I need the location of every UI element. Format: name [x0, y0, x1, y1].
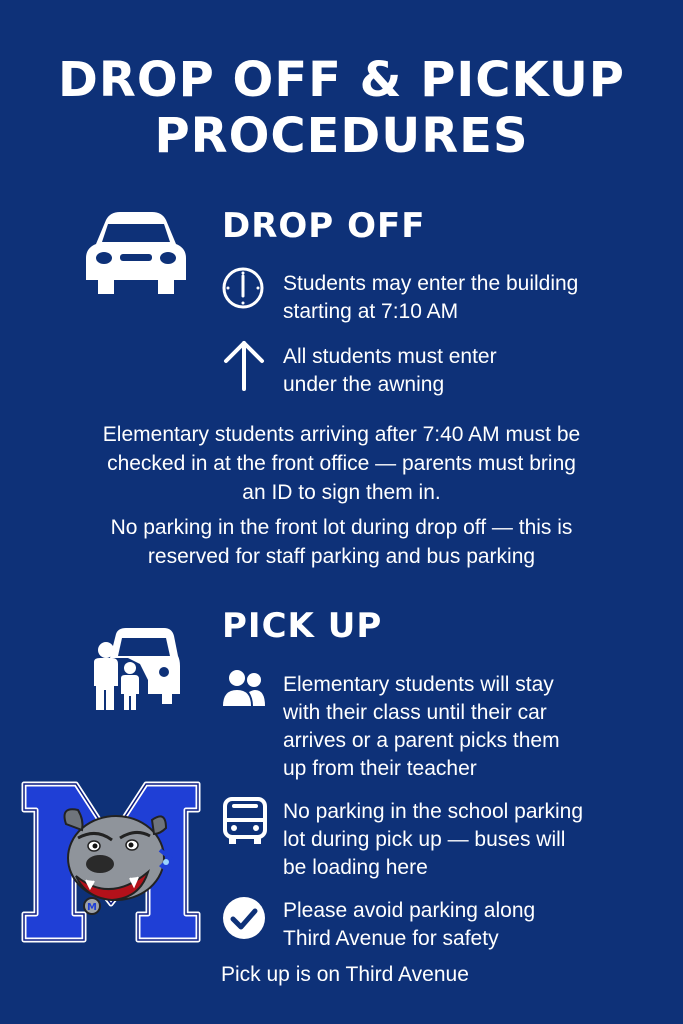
clock-icon [221, 266, 265, 310]
pick-up-item-1-line1: Elementary students will stay [283, 673, 554, 696]
people-icon [221, 666, 267, 710]
check-circle-icon [221, 895, 267, 941]
bulldog-mascot-logo [20, 780, 202, 944]
logo-tag-letter: M [87, 902, 97, 913]
car-icon [84, 210, 188, 296]
pick-up-item-3 [283, 897, 535, 953]
pick-up-item-2-line3: be loading here [283, 856, 428, 879]
pickup-location-note: Pick up is on Third Avenue [221, 963, 469, 986]
pick-up-item-1-line4: up from their teacher [283, 757, 477, 780]
family-car-icon [88, 624, 182, 712]
arrow-up-icon [222, 339, 266, 391]
page-title [0, 52, 683, 164]
pick-up-item-2-line2: lot during pick up — buses will [283, 828, 566, 851]
pick-up-heading: PICK UP [222, 606, 383, 646]
pick-up-item-3-line1: Please avoid parking along [283, 899, 536, 922]
drop-off-item-2-line1: All students must enter [283, 345, 497, 368]
late-arrival-line1: Elementary students arriving after 7:40 AM must be [102, 423, 581, 446]
late-arrival-line3: an ID to sign them in. [242, 481, 441, 504]
drop-off-item-1-line2: starting at 7:10 AM [283, 300, 459, 323]
drop-off-item-2-line2: under the awning [283, 373, 445, 396]
bus-icon [222, 796, 268, 846]
front-lot-note [40, 513, 643, 571]
pick-up-item-2 [283, 798, 583, 882]
pick-up-item-1 [283, 671, 560, 783]
drop-off-item-1-line1: Students may enter the building [283, 272, 579, 295]
pick-up-item-3-line2: Third Avenue for safety [283, 927, 499, 950]
late-arrival-note [40, 420, 643, 507]
title-line-2: PROCEDURES [154, 108, 529, 164]
drop-off-heading: DROP OFF [222, 206, 426, 246]
pick-up-item-2-line1: No parking in the school parking [283, 800, 584, 823]
front-lot-line2: reserved for staff parking and bus parking [147, 545, 536, 568]
front-lot-line1: No parking in the front lot during drop off — this is [110, 516, 573, 539]
pick-up-item-1-line2: with their class until their car [283, 701, 547, 724]
drop-off-item-2 [283, 343, 497, 399]
drop-off-item-1 [283, 270, 578, 326]
title-line-1: DROP OFF & PICKUP [58, 52, 625, 108]
pick-up-item-1-line3: arrives or a parent picks them [283, 729, 560, 752]
late-arrival-line2: checked in at the front office — parents must bring [107, 452, 576, 475]
